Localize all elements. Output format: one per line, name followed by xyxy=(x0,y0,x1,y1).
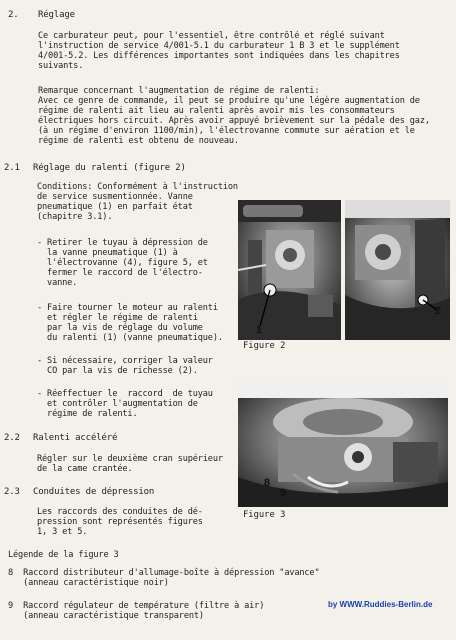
text-line: la vanne pneumatique (1) à xyxy=(37,248,178,258)
text-line: pneumatique (1) en parfait état xyxy=(37,202,193,212)
figure-3-caption: Figure 3 xyxy=(243,510,286,520)
text-line: régime de ralenti est obtenu de nouveau. xyxy=(38,136,239,146)
text-line: et régler le régime de ralenti xyxy=(37,313,198,323)
text-line: et contrôler l'augmentation de xyxy=(37,399,198,409)
website-credit-link[interactable]: by WWW.Ruddies-Berlin.de xyxy=(328,600,433,609)
figure-2-photo-left xyxy=(238,200,341,340)
figure-label: 8 xyxy=(264,477,271,489)
text-line: électriques hors circuit. Après avoir appuyé brièvement sur la pédale des gaz, xyxy=(38,116,430,126)
text-line: Régler sur le deuxième cran supérieur xyxy=(37,454,223,464)
text-line: - Faire tourner le moteur au ralenti xyxy=(37,303,218,313)
section-title: Conduites de dépression xyxy=(33,487,155,497)
legend-item: 9 Raccord régulateur de température (filtre à air) xyxy=(8,601,265,611)
text-line: régime de ralenti. xyxy=(37,409,138,419)
text-line: - Si nécessaire, corriger la valeur xyxy=(37,356,213,366)
text-line: du ralenti (1) (vanne pneumatique). xyxy=(37,333,223,343)
text-line: (à un régime d'environ 1100/min), l'électrovanne commute sur aération et le xyxy=(38,126,415,136)
figure-label: 9 xyxy=(280,487,287,499)
text-line: - Retirer le tuyau à dépression de xyxy=(37,238,208,248)
figure-label: 1 xyxy=(256,324,263,336)
text-line: Ce carburateur peut, pour l'essentiel, être contrôlé et réglé suivant xyxy=(38,31,385,41)
section-number: 2.3 xyxy=(4,487,20,497)
text-line: l'électrovanne (4), figure 5, et xyxy=(37,258,208,268)
text-line: régime de ralenti ait lieu au ralenti après avoir mis les consommateurs xyxy=(38,106,395,116)
text-line: - Réeffectuer le raccord de tuyau xyxy=(37,389,213,399)
figure-2-caption: Figure 2 xyxy=(243,341,286,351)
text-line: Conditions: Conformément à l'instruction xyxy=(37,182,238,192)
text-line: de service susmentionnée. Vanne xyxy=(37,192,193,202)
text-line: CO par la vis de richesse (2). xyxy=(37,366,198,376)
text-line: suivants. xyxy=(38,61,84,71)
section-number: 2.1 xyxy=(4,163,20,173)
text-line: de la came crantée. xyxy=(37,464,133,474)
section-title: Réglage xyxy=(38,10,75,20)
legend-item: 8 Raccord distributeur d'allumage-boîte à dépression "avance" xyxy=(8,568,320,578)
text-line: par la vis de réglage du volume xyxy=(37,323,203,333)
section-title: Réglage du ralenti (figure 2) xyxy=(33,163,186,173)
text-line: 4/001-5.2. Les différences importantes sont indiquées dans les chapitres xyxy=(38,51,400,61)
text-line: l'instruction de service 4/001-5.1 du carburateur 1 B 3 et le supplément xyxy=(38,41,400,51)
figure-2-photo-right xyxy=(345,200,450,340)
text-line: Remarque concernant l'augmentation de régime de ralenti: xyxy=(38,86,320,96)
text-line: 1, 3 et 5. xyxy=(37,527,88,537)
section-title: Ralenti accéléré xyxy=(33,433,118,443)
text-line: pression sont représentés figures xyxy=(37,517,203,527)
text-line: Les raccords des conduites de dé- xyxy=(37,507,203,517)
legend-title: Légende de la figure 3 xyxy=(8,550,119,560)
figure-3-photo xyxy=(238,382,448,507)
text-line: Avec ce genre de commande, il peut se produire qu'une légère augmentation de xyxy=(38,96,420,106)
legend-item: (anneau caractéristique noir) xyxy=(8,578,169,588)
text-line: (chapitre 3.1). xyxy=(37,212,113,222)
text-line: fermer le raccord de l'électro- xyxy=(37,268,203,278)
section-number: 2. xyxy=(8,10,19,20)
legend-item: (anneau caractéristique transparent) xyxy=(8,611,204,621)
figure-label: 2 xyxy=(435,305,442,317)
section-number: 2.2 xyxy=(4,433,20,443)
text-line: vanne. xyxy=(37,278,78,288)
